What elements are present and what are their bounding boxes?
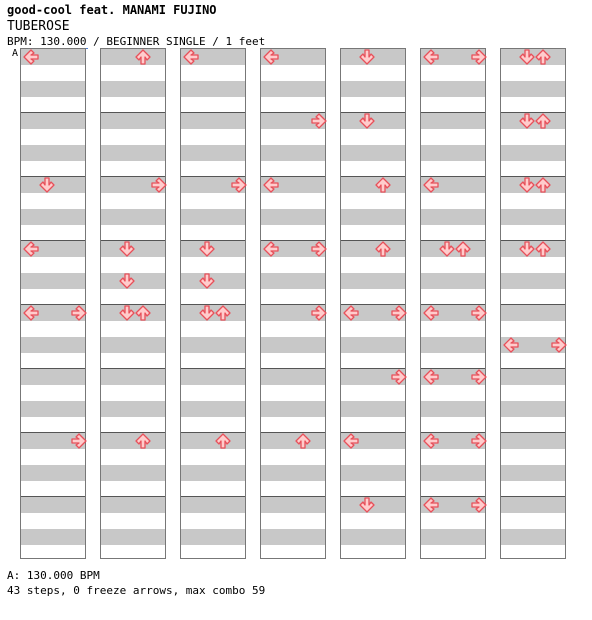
left-arrow-icon	[263, 177, 279, 193]
beat-band	[101, 529, 165, 545]
beat-band	[341, 401, 405, 417]
down-arrow-icon	[439, 241, 455, 257]
beat-band	[421, 81, 485, 97]
beat-band	[261, 209, 325, 225]
up-arrow-icon	[375, 177, 391, 193]
left-arrow-icon	[343, 433, 359, 449]
measure-line	[101, 496, 165, 497]
measure-line	[101, 368, 165, 369]
left-arrow-icon	[423, 433, 439, 449]
beat-band	[421, 209, 485, 225]
chart-column	[260, 48, 326, 559]
chart-column	[500, 48, 566, 559]
beat-band	[181, 113, 245, 129]
up-arrow-icon	[135, 49, 151, 65]
beat-band	[21, 465, 85, 481]
beat-band	[101, 369, 165, 385]
up-arrow-icon	[535, 177, 551, 193]
left-arrow-icon	[423, 497, 439, 513]
left-arrow-icon	[423, 49, 439, 65]
right-arrow-icon	[391, 305, 407, 321]
beat-band	[501, 81, 565, 97]
right-arrow-icon	[311, 305, 327, 321]
left-arrow-icon	[423, 177, 439, 193]
beat-band	[421, 273, 485, 289]
measure-line	[21, 368, 85, 369]
up-arrow-icon	[215, 305, 231, 321]
measure-line	[501, 368, 565, 369]
right-arrow-icon	[471, 49, 487, 65]
beat-band	[501, 497, 565, 513]
beat-band	[101, 497, 165, 513]
up-arrow-icon	[375, 241, 391, 257]
left-arrow-icon	[423, 369, 439, 385]
beat-band	[181, 497, 245, 513]
beat-band	[421, 337, 485, 353]
bpm-note: A: 130.000 BPM	[7, 569, 100, 582]
up-arrow-icon	[215, 433, 231, 449]
beat-band	[101, 49, 165, 65]
measure-line	[261, 496, 325, 497]
right-arrow-icon	[551, 337, 567, 353]
beat-band	[421, 145, 485, 161]
beat-band	[101, 209, 165, 225]
beat-band	[501, 369, 565, 385]
left-arrow-icon	[263, 241, 279, 257]
right-arrow-icon	[231, 177, 247, 193]
beat-band	[181, 145, 245, 161]
beat-band	[101, 433, 165, 449]
beat-band	[501, 209, 565, 225]
chart-info: BPM: 130.000 / BEGINNER SINGLE / 1 feet	[7, 35, 266, 48]
left-arrow-icon	[23, 305, 39, 321]
measure-line	[261, 432, 325, 433]
up-arrow-icon	[455, 241, 471, 257]
beat-band	[261, 145, 325, 161]
song-artist: good-cool feat. MANAMI FUJINO	[7, 3, 217, 17]
right-arrow-icon	[311, 241, 327, 257]
beat-band	[261, 337, 325, 353]
beat-band	[421, 529, 485, 545]
measure-line	[501, 432, 565, 433]
beat-band	[341, 529, 405, 545]
beat-band	[341, 337, 405, 353]
beat-band	[501, 305, 565, 321]
down-arrow-icon	[359, 497, 375, 513]
beat-band	[181, 209, 245, 225]
beat-band	[261, 401, 325, 417]
beat-band	[261, 273, 325, 289]
down-arrow-icon	[199, 305, 215, 321]
left-arrow-icon	[263, 49, 279, 65]
beat-band	[21, 81, 85, 97]
left-arrow-icon	[503, 337, 519, 353]
beat-band	[341, 145, 405, 161]
down-arrow-icon	[199, 273, 215, 289]
up-arrow-icon	[135, 433, 151, 449]
beat-band	[21, 113, 85, 129]
measure-line	[501, 496, 565, 497]
beat-band	[101, 145, 165, 161]
beat-band	[21, 145, 85, 161]
beat-band	[501, 401, 565, 417]
beat-band	[181, 401, 245, 417]
beat-band	[341, 177, 405, 193]
beat-band	[421, 401, 485, 417]
beat-band	[261, 369, 325, 385]
beat-band	[21, 369, 85, 385]
up-arrow-icon	[535, 241, 551, 257]
measure-line	[101, 112, 165, 113]
chart-column	[180, 48, 246, 559]
beat-band	[181, 337, 245, 353]
beat-band	[181, 81, 245, 97]
down-arrow-icon	[119, 273, 135, 289]
beat-band	[501, 465, 565, 481]
beat-band	[21, 497, 85, 513]
beat-band	[341, 209, 405, 225]
beat-band	[501, 145, 565, 161]
left-arrow-icon	[23, 49, 39, 65]
beat-band	[101, 401, 165, 417]
up-arrow-icon	[535, 113, 551, 129]
beat-band	[21, 529, 85, 545]
chart-column	[20, 48, 86, 559]
down-arrow-icon	[519, 113, 535, 129]
down-arrow-icon	[519, 177, 535, 193]
down-arrow-icon	[359, 49, 375, 65]
up-arrow-icon	[535, 49, 551, 65]
song-title: TUBEROSE	[7, 19, 70, 34]
bpm-marker: A	[12, 48, 19, 59]
beat-band	[21, 401, 85, 417]
beat-band	[341, 241, 405, 257]
measure-line	[21, 112, 85, 113]
measure-line	[181, 432, 245, 433]
measure-line	[181, 368, 245, 369]
beat-band	[21, 209, 85, 225]
chart-summary: 43 steps, 0 freeze arrows, max combo 59	[7, 584, 266, 597]
beat-band	[21, 337, 85, 353]
beat-band	[181, 433, 245, 449]
beat-band	[101, 465, 165, 481]
down-arrow-icon	[119, 241, 135, 257]
beat-band	[501, 273, 565, 289]
beat-band	[101, 113, 165, 129]
right-arrow-icon	[71, 433, 87, 449]
left-arrow-icon	[423, 305, 439, 321]
chart-column	[100, 48, 166, 559]
right-arrow-icon	[391, 369, 407, 385]
beat-band	[261, 529, 325, 545]
measure-line	[101, 432, 165, 433]
left-arrow-icon	[183, 49, 199, 65]
right-arrow-icon	[471, 497, 487, 513]
beat-band	[261, 465, 325, 481]
beat-band	[341, 273, 405, 289]
down-arrow-icon	[199, 241, 215, 257]
down-arrow-icon	[519, 49, 535, 65]
beat-band	[341, 465, 405, 481]
down-arrow-icon	[39, 177, 55, 193]
up-arrow-icon	[295, 433, 311, 449]
measure-line	[341, 240, 405, 241]
measure-line	[21, 496, 85, 497]
down-arrow-icon	[119, 305, 135, 321]
chart-column	[420, 48, 486, 559]
beat-band	[101, 337, 165, 353]
beat-band	[421, 113, 485, 129]
right-arrow-icon	[311, 113, 327, 129]
beat-band	[261, 497, 325, 513]
beat-band	[501, 529, 565, 545]
beat-band	[181, 465, 245, 481]
beat-band	[501, 433, 565, 449]
measure-line	[261, 368, 325, 369]
measure-line	[341, 176, 405, 177]
up-arrow-icon	[135, 305, 151, 321]
beat-band	[341, 81, 405, 97]
down-arrow-icon	[519, 241, 535, 257]
right-arrow-icon	[471, 305, 487, 321]
beat-band	[21, 273, 85, 289]
beat-band	[261, 433, 325, 449]
measure-line	[181, 496, 245, 497]
beat-band	[421, 465, 485, 481]
chart-column	[340, 48, 406, 559]
beat-band	[261, 81, 325, 97]
down-arrow-icon	[359, 113, 375, 129]
measure-line	[421, 112, 485, 113]
beat-band	[101, 81, 165, 97]
right-arrow-icon	[151, 177, 167, 193]
measure-line	[501, 304, 565, 305]
measure-line	[181, 112, 245, 113]
beat-band	[181, 529, 245, 545]
left-arrow-icon	[343, 305, 359, 321]
right-arrow-icon	[471, 369, 487, 385]
right-arrow-icon	[71, 305, 87, 321]
right-arrow-icon	[471, 433, 487, 449]
beat-band	[181, 369, 245, 385]
left-arrow-icon	[23, 241, 39, 257]
